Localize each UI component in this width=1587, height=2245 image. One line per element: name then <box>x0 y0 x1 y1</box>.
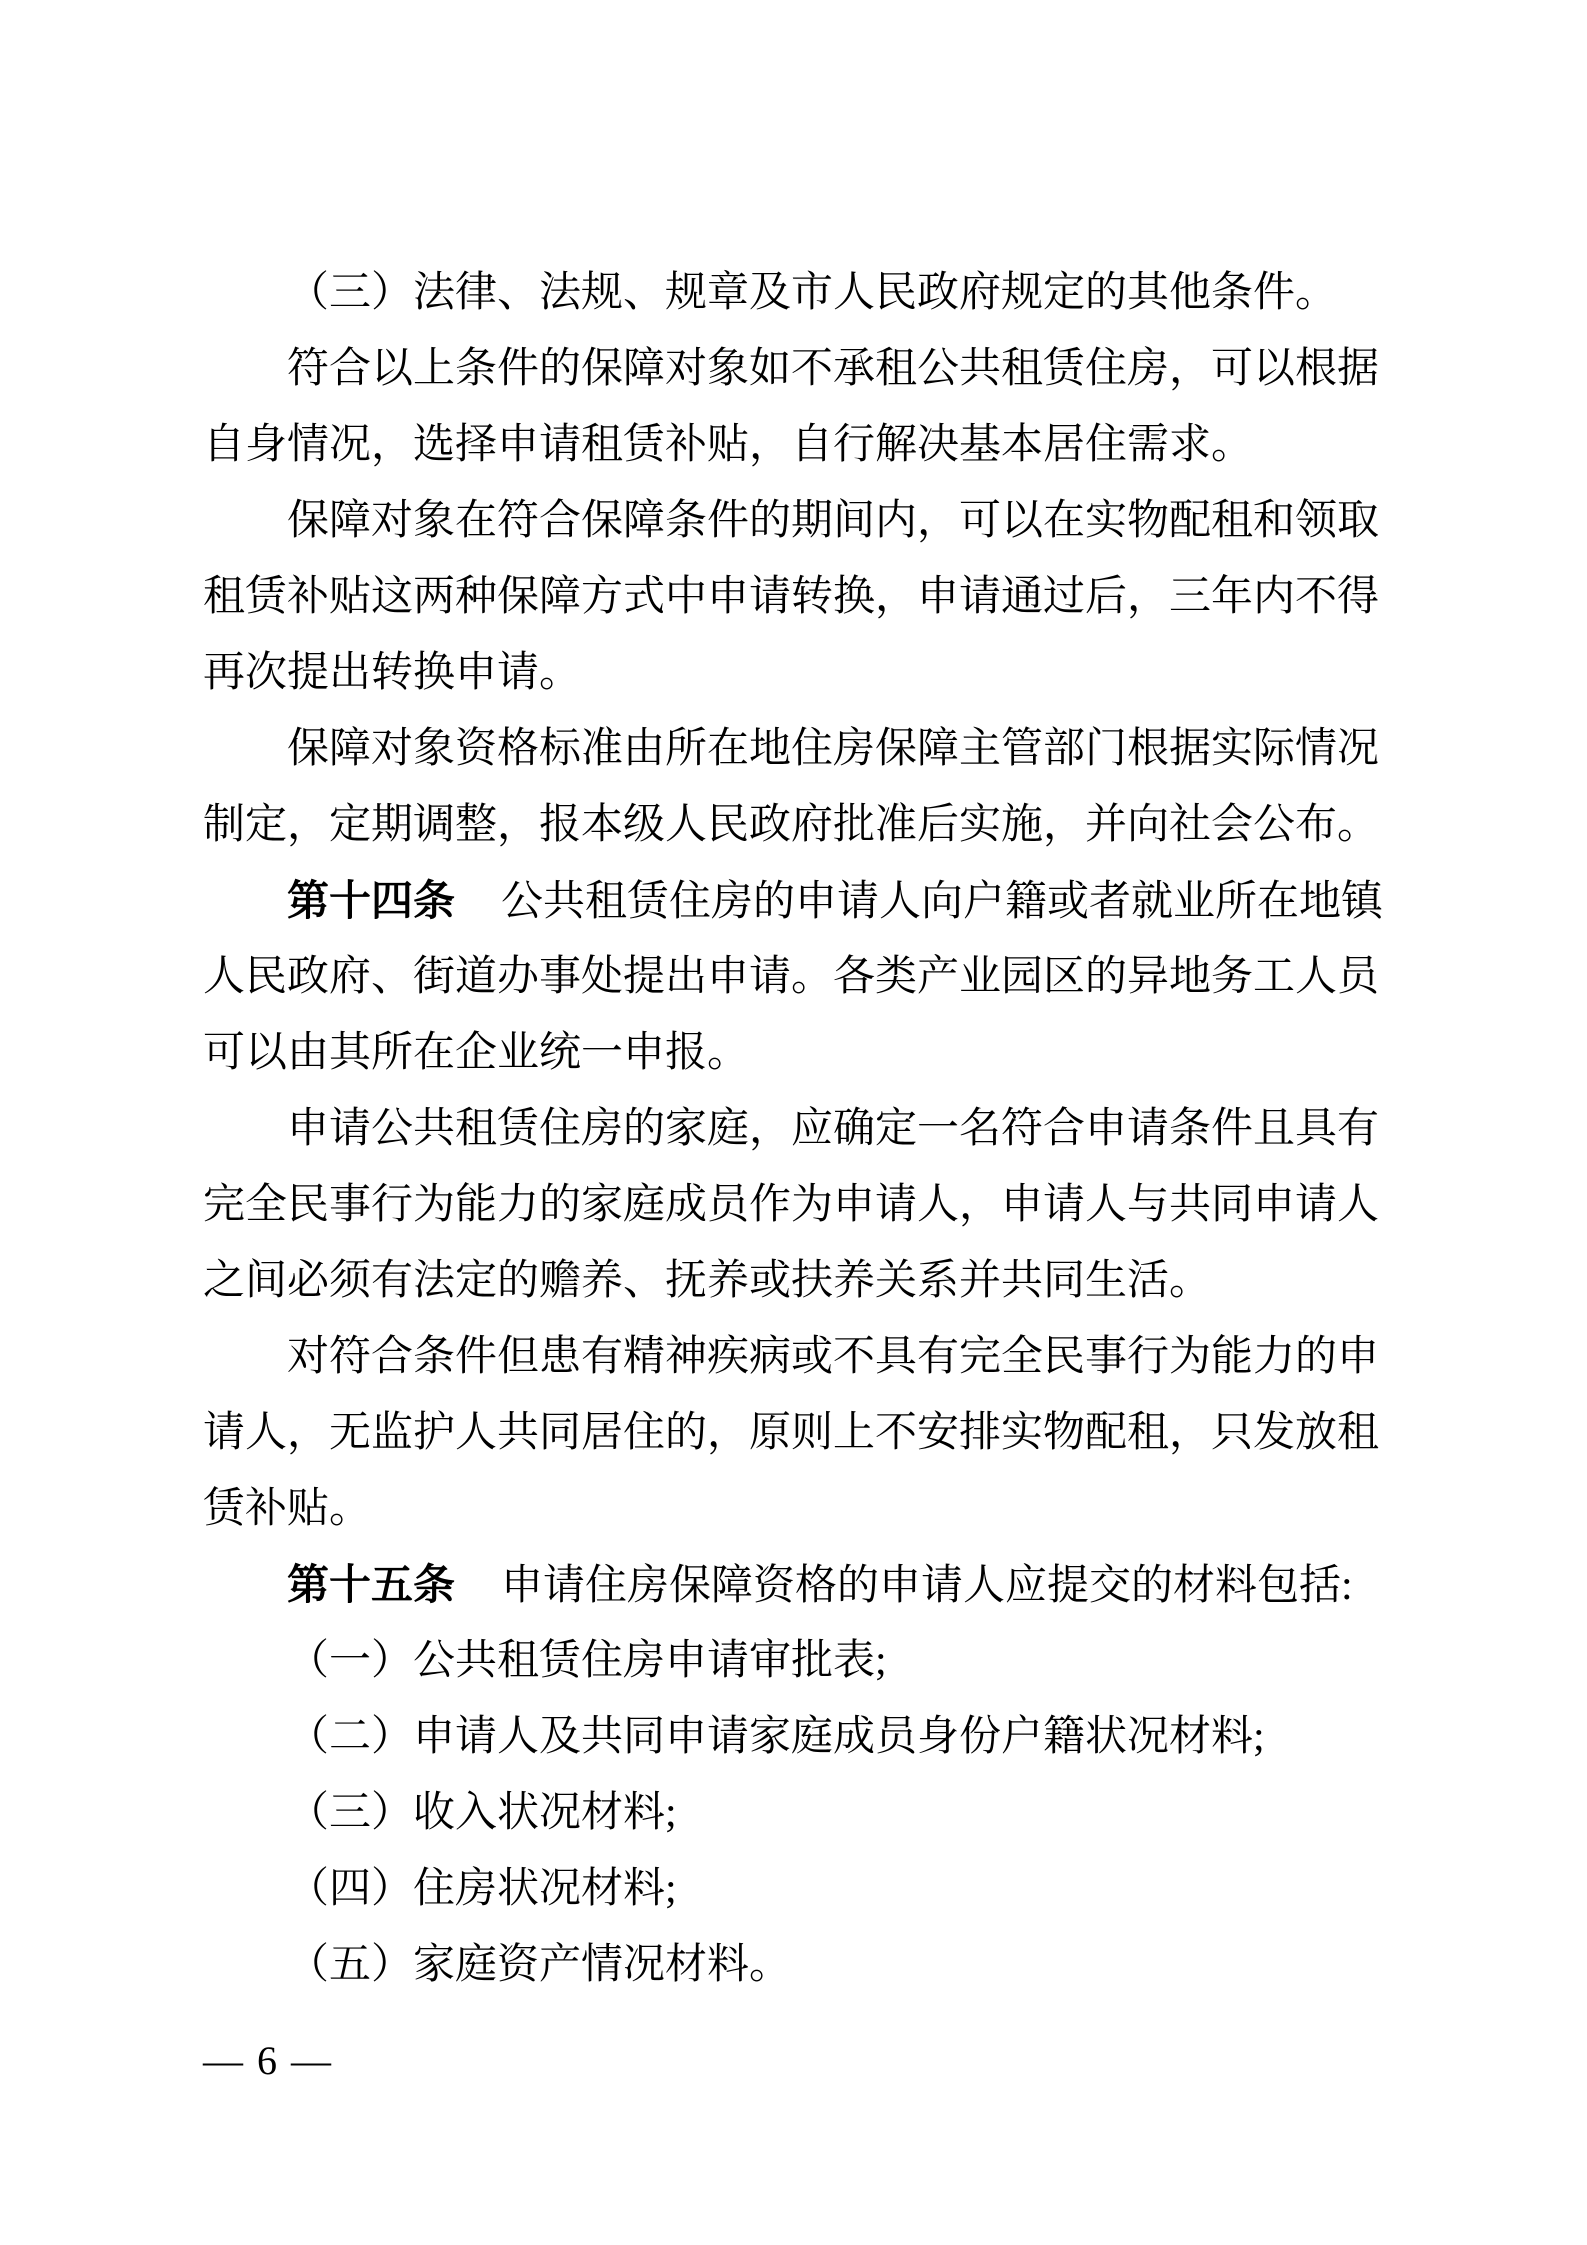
text-line <box>203 1547 1413 1623</box>
text-line <box>203 1927 1413 2003</box>
text-line <box>203 407 1413 483</box>
text-line <box>203 863 1413 939</box>
text-line <box>203 331 1413 407</box>
text-run: 申请住房保障资格的申请人应提交的材料包括: <box>501 1563 1353 1609</box>
text-line <box>203 1699 1413 1775</box>
text-run: 赁补贴。 <box>203 1486 372 1532</box>
text-run: 保障对象资格标准由所在地住房保障主管部门根据实际情况 <box>287 726 1380 772</box>
text-line <box>203 939 1413 1015</box>
text-run: （三）收入状况材料; <box>287 1790 677 1836</box>
text-line <box>203 1395 1413 1471</box>
text-run: 符合以上条件的保障对象如不承租公共租赁住房，可以根据 <box>287 346 1380 392</box>
text-line <box>203 1319 1413 1395</box>
text-run: （一）公共租赁住房申请审批表; <box>287 1638 887 1684</box>
text-run: 自身情况，选择申请租赁补贴，自行解决基本居住需求。 <box>203 422 1254 468</box>
text-line <box>203 255 1413 331</box>
text-run: （三）法律、法规、规章及市人民政府规定的其他条件。 <box>287 270 1338 316</box>
text-run: 再次提出转换申请。 <box>203 650 582 696</box>
text-run: 可以由其所在企业统一申报。 <box>203 1030 750 1076</box>
text-run: （四）住房状况材料; <box>287 1866 677 1912</box>
text-line <box>203 787 1413 863</box>
text-run: 完全民事行为能力的家庭成员作为申请人，申请人与共同申请人 <box>203 1182 1380 1228</box>
text-line <box>203 1471 1413 1547</box>
document-body <box>203 255 1413 2003</box>
text-line <box>203 1015 1413 1091</box>
text-run: 请人，无监护人共同居住的，原则上不安排实物配租，只发放租 <box>203 1410 1380 1456</box>
text-line <box>203 483 1413 559</box>
text-run: 制定，定期调整，报本级人民政府批准后实施，并向社会公布。 <box>203 802 1380 848</box>
text-run: （二）申请人及共同申请家庭成员身份户籍状况材料; <box>287 1714 1265 1760</box>
text-line <box>203 1851 1413 1927</box>
text-line <box>203 1243 1413 1319</box>
text-run: 对符合条件但患有精神疾病或不具有完全民事行为能力的申 <box>287 1334 1380 1380</box>
text-run: 租赁补贴这两种保障方式中申请转换，申请通过后，三年内不得 <box>203 574 1380 620</box>
text-run: 申请公共租赁住房的家庭，应确定一名符合申请条件且具有 <box>287 1106 1380 1152</box>
text-run: 保障对象在符合保障条件的期间内，可以在实物配租和领取 <box>287 498 1380 544</box>
page-number: — 6 — <box>203 2038 333 2083</box>
text-line <box>203 1623 1413 1699</box>
text-line <box>203 559 1413 635</box>
article-number: 第十四条 <box>287 877 456 924</box>
text-run: 人民政府、街道办事处提出申请。各类产业园区的异地务工人员 <box>203 954 1380 1000</box>
text-line <box>203 711 1413 787</box>
text-line <box>203 1091 1413 1167</box>
text-run: 之间必须有法定的赡养、抚养或扶养关系并共同生活。 <box>203 1258 1212 1304</box>
text-run: （五）家庭资产情况材料。 <box>287 1942 792 1988</box>
text-line <box>203 1775 1413 1851</box>
text-line <box>203 1167 1413 1243</box>
text-line <box>203 635 1413 711</box>
article-number: 第十五条 <box>287 1561 456 1608</box>
text-run: 公共租赁住房的申请人向户籍或者就业所在地镇 <box>501 879 1384 925</box>
